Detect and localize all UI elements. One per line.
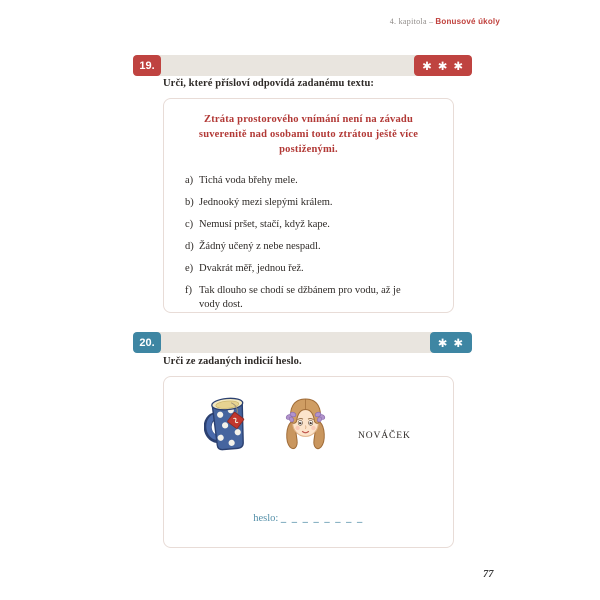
- running-head: [390, 17, 500, 26]
- proverb-option: [185, 174, 453, 188]
- task-19-number-badge: 19.: [133, 55, 161, 76]
- option-label: d): [185, 241, 194, 253]
- option-text: Jednooký mezi slepými králem.: [199, 196, 333, 208]
- option-text: Dvakrát měř, jednou řež.: [199, 263, 304, 275]
- proverb-option: [185, 262, 453, 276]
- task-19-header-bar: [133, 55, 472, 76]
- password-blanks: _ _ _ _ _ _ _ _: [280, 513, 364, 524]
- chapter-label: 4. kapitola –: [389, 17, 434, 26]
- password-line: [164, 513, 453, 524]
- girl-with-pigtails-icon: [282, 396, 329, 461]
- proverb-option: [185, 218, 453, 232]
- task-20-difficulty-stars: ✱ ✱: [430, 332, 472, 353]
- task-19-box: [163, 98, 454, 313]
- section-label: Bonusové úkoly: [435, 17, 500, 26]
- mug-with-teabag-icon: [204, 392, 254, 461]
- task-20-box: [163, 376, 454, 548]
- task-19-quote: Ztráta prostorového vnímání není na závadu suverenitě nad osobami touto ztrátou ještě více postiženými.: [198, 114, 419, 156]
- option-label: e): [185, 263, 194, 275]
- task-20-prompt: Urči ze zadaných indicií heslo.: [163, 356, 302, 367]
- option-label: a): [185, 174, 194, 186]
- password-label: heslo:: [253, 513, 279, 524]
- option-text: Tichá voda břehy mele.: [199, 174, 298, 186]
- proverb-option: [185, 284, 453, 311]
- option-text: Nemusí pršet, stačí, když kape.: [199, 218, 330, 230]
- page-number: 77: [483, 569, 494, 580]
- option-text: Žádný učený z nebe nespadl.: [199, 241, 321, 253]
- proverb-option: [185, 196, 453, 210]
- option-text: Tak dlouho se chodí se džbánem pro vodu, až je vody dost.: [199, 285, 401, 310]
- task-20-number-badge: 20.: [133, 332, 161, 353]
- option-label: b): [185, 196, 194, 208]
- task-19-prompt: Urči, které přísloví odpovídá zadanému textu:: [163, 78, 374, 89]
- task-20-header-bar: [133, 332, 472, 353]
- clue-word: NOVÁČEK: [358, 431, 411, 441]
- proverb-option: [185, 240, 453, 254]
- option-label: c): [185, 218, 194, 230]
- task-19-difficulty-stars: ✱ ✱ ✱: [414, 55, 472, 76]
- option-label: f): [185, 285, 192, 297]
- task-19-options: [185, 174, 453, 312]
